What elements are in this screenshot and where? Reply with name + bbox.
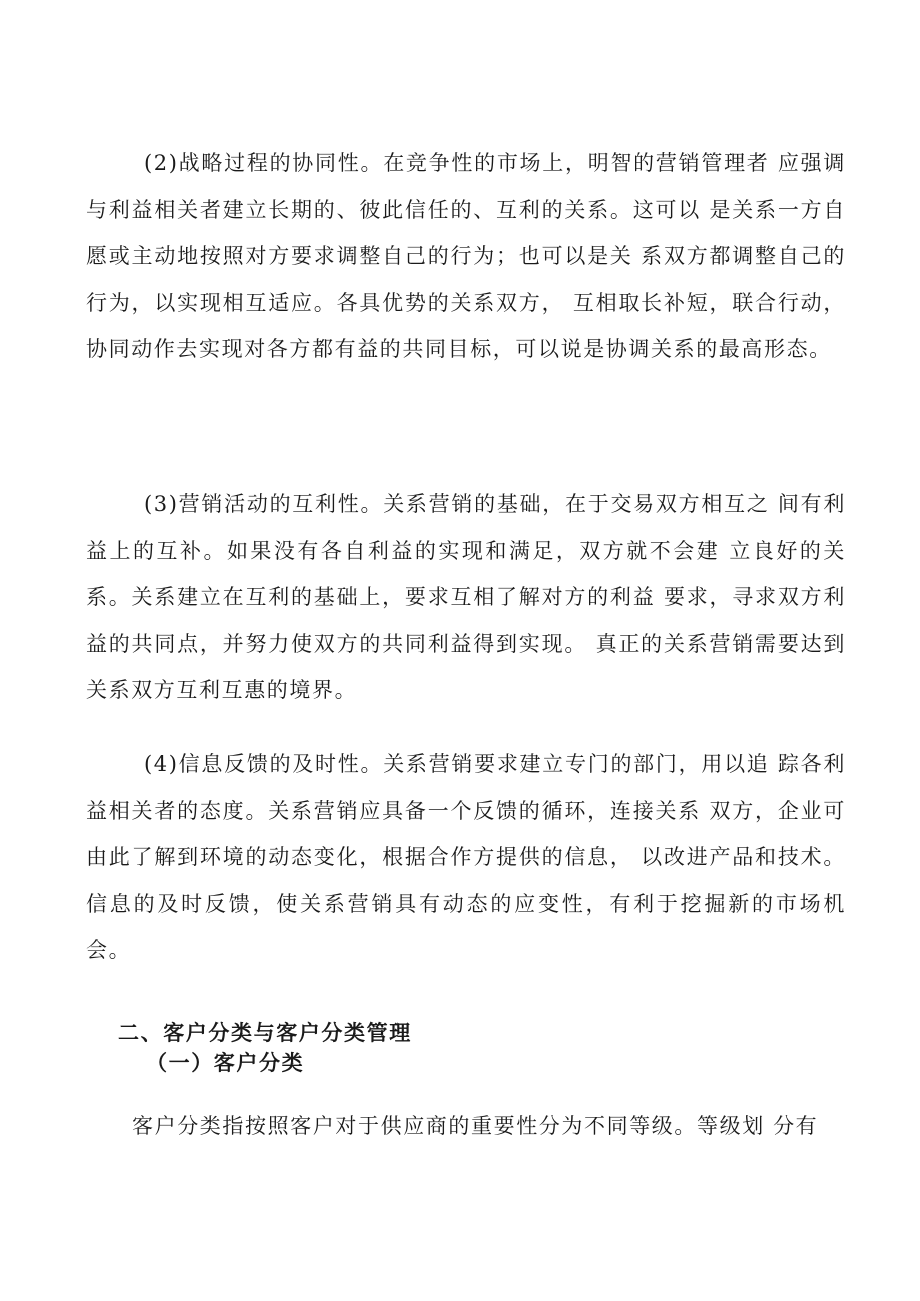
section-heading: 二、客户分类与客户分类管理 bbox=[118, 1020, 412, 1045]
paragraph-feedback-timeliness: (4)信息反馈的及时性。关系营销要求建立专门的部门，用以追 踪各利益相关者的态度。关系营销应具备一个反馈的循环，连接关系 双方，企业可由此了解到环境的动态变化，根据合作方提供的信息， 以改进产品和技术。信息的及时反馈，使关系营销具有动态的应变性，有利于挖掘新的市场机会。 bbox=[86, 752, 846, 963]
paragraph-customer-classification: 客户分类指按照客户对于供应商的重要性分为不同等级。等级划 分有 bbox=[132, 1114, 819, 1138]
paragraph-strategic-synergy: (2)战略过程的协同性。在竞争性的市场上，明智的营销管理者 应强调与利益相关者建立长期的、彼此信任的、互利的关系。这可以 是关系一方自愿或主动地按照对方要求调整自己的行为；也可以是关 系双方都调整自己的行为，以实现相互适应。各具优势的关系双方， 互相取长补短，联合行动，协同动作去实现对各方都有益的共同目标，可以说是协调关系的最高形态。 bbox=[86, 151, 846, 362]
paragraph-mutual-benefit: (3)营销活动的互利性。关系营销的基础，在于交易双方相互之 间有利益上的互补。如果没有各自利益的实现和满足，双方就不会建 立良好的关系。关系建立在互利的基础上，要求互相了解对方的利益 要求，寻求双方利益的共同点，并努力使双方的共同利益得到实现。 真正的关系营销需要达到关系双方互利互惠的境界。 bbox=[86, 492, 846, 703]
subsection-heading: （一）客户分类 bbox=[146, 1050, 305, 1075]
